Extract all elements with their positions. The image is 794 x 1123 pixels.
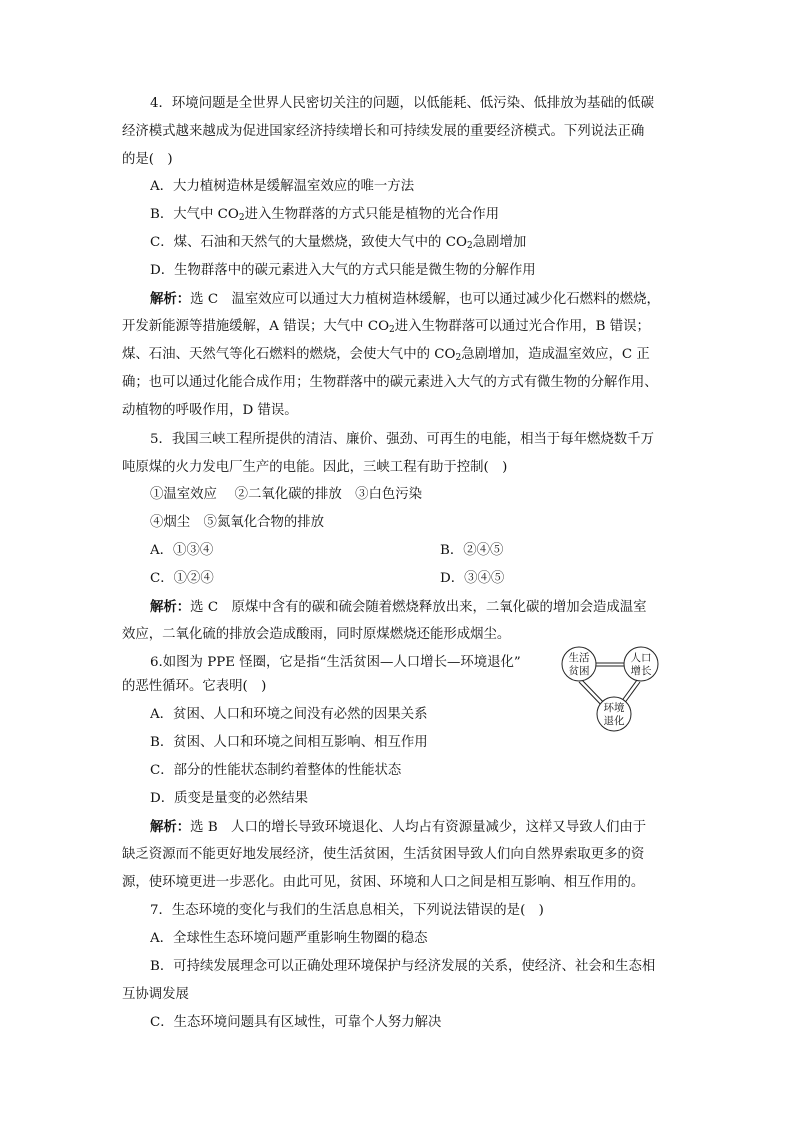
q6-option-c: C．部分的性能状态制约着整体的性能状态 (150, 763, 402, 778)
q4-option-d: D．生物群落中的碳元素进入大气的方式只能是微生物的分解作用 (150, 263, 536, 278)
q5-stem-line2: 吨原煤的火力发电厂生产的电能。因此，三峡工程有助于控制( ) (122, 460, 508, 475)
q4-option-c: C．煤、石油和天然气的大量燃烧，致使大气中的 $CO_2$急剧增加 (150, 235, 527, 251)
node-population-label-2: 增长 (630, 665, 652, 677)
q5-option-c: C．①②④ (150, 571, 214, 586)
q4-stem-line1: 4．环境问题是全世界人民密切关注的问题，以低能耗、低污染、低排放为基础的低碳 (150, 96, 654, 111)
q7-option-b-line1: B．可持续发展理念可以正确处理环境保护与经济发展的关系，使经济、社会和生态相 (150, 959, 656, 974)
q7-option-c: C．生态环境问题具有区域性，可靠个人努力解决 (150, 1015, 442, 1030)
q6-option-a: A．贫困、人口和环境之间没有必然的因果关系 (150, 707, 428, 722)
q5-items-line1: ①温室效应 ②二氧化碳的排放 ③白色污染 (150, 487, 423, 502)
q6-option-b: B．贫困、人口和环境之间相互影响、相互作用 (150, 735, 428, 750)
node-environment-label-1: 环境 (603, 702, 625, 714)
q7-stem: 7．生态环境的变化与我们的生活息息相关，下列说法错误的是( ) (150, 903, 544, 918)
q4-answer-line1: 解析：选 C 温室效应可以通过大力植树造林缓解，也可以通过减少化石燃料的燃烧， (150, 291, 660, 307)
node-poverty-label-1: 生活 (568, 652, 590, 664)
q5-answer-line2: 效应，二氧化硫的排放会造成酸雨，同时原煤燃烧还能形成烟尘。 (122, 627, 511, 642)
q5-option-d: D．③④⑤ (440, 571, 505, 586)
q5-option-b: B．②④⑤ (440, 543, 504, 558)
node-population-label-1: 人口 (630, 652, 652, 664)
q4-option-b: B．大气中 $CO_2$进入生物群落的方式只能是植物的光合作用 (150, 207, 500, 223)
q7-option-b-line2: 互协调发展 (122, 987, 189, 1002)
q4-answer-line4: 确；也可以通过化能合成作用；生物群落中的碳元素进入大气的方式有微生物的分解作用、 (122, 375, 658, 390)
q5-option-a: A．①③④ (150, 543, 214, 558)
q6-answer-line2: 缺乏资源而不能更好地发展经济，使生活贫困，生活贫困导致人们向自然界索取更多的资 (122, 847, 645, 862)
q4-stem-line2: 经济模式越来越成为促进国家经济持续增长和可持续发展的重要经济模式。下列说法正确 (122, 124, 645, 139)
node-poverty-label-2: 贫困 (568, 665, 590, 677)
q5-answer-line1: 解析：选 C 原煤中含有的碳和硫会随着燃烧释放出来，二氧化碳的增加会造成温室 (150, 599, 647, 615)
q4-option-a: A．大力植树造林是缓解温室效应的唯一方法 (150, 179, 415, 194)
q4-stem-line3: 的是( ) (122, 152, 173, 167)
q4-answer-line3: 煤、石油、天然气等化石燃料的燃烧，会使大气中的 $CO_2$急剧增加，造成温室效应，C 正 (122, 347, 650, 363)
q4-answer-line2: 开发新能源等措施缓解，A 错误；大气中 $CO_2$进入生物群落可以通过光合作用，B 错误； (122, 319, 650, 335)
q6-option-d: D．质变是量变的必然结果 (150, 791, 309, 806)
q4-answer-line5: 动植物的呼吸作用，D 错误。 (122, 403, 298, 418)
node-environment-label-2: 退化 (603, 715, 625, 727)
q6-answer-line3: 源，使环境更进一步恶化。由此可见，贫困、环境和人口之间是相互影响、相互作用的。 (122, 875, 645, 890)
ppe-cycle-diagram (558, 642, 692, 734)
q6-answer-line1: 解析：选 B 人口的增长导致环境退化、人均占有资源量减少，这样又导致人们由于 (150, 819, 647, 835)
q6-stem-line2: 的恶性循环。它表明( ) (122, 679, 267, 694)
q5-stem-line1: 5．我国三峡工程所提供的清洁、廉价、强劲、可再生的电能，相当于每年燃烧数千万 (150, 432, 654, 447)
q5-items-line2: ④烟尘 ⑤氮氧化合物的排放 (150, 515, 325, 530)
q7-option-a: A．全球性生态环境问题严重影响生物圈的稳态 (150, 931, 428, 946)
q6-stem-line1: 6.如图为 PPE 怪圈，它是指“生活贫困—人口增长—环境退化” (150, 655, 521, 670)
